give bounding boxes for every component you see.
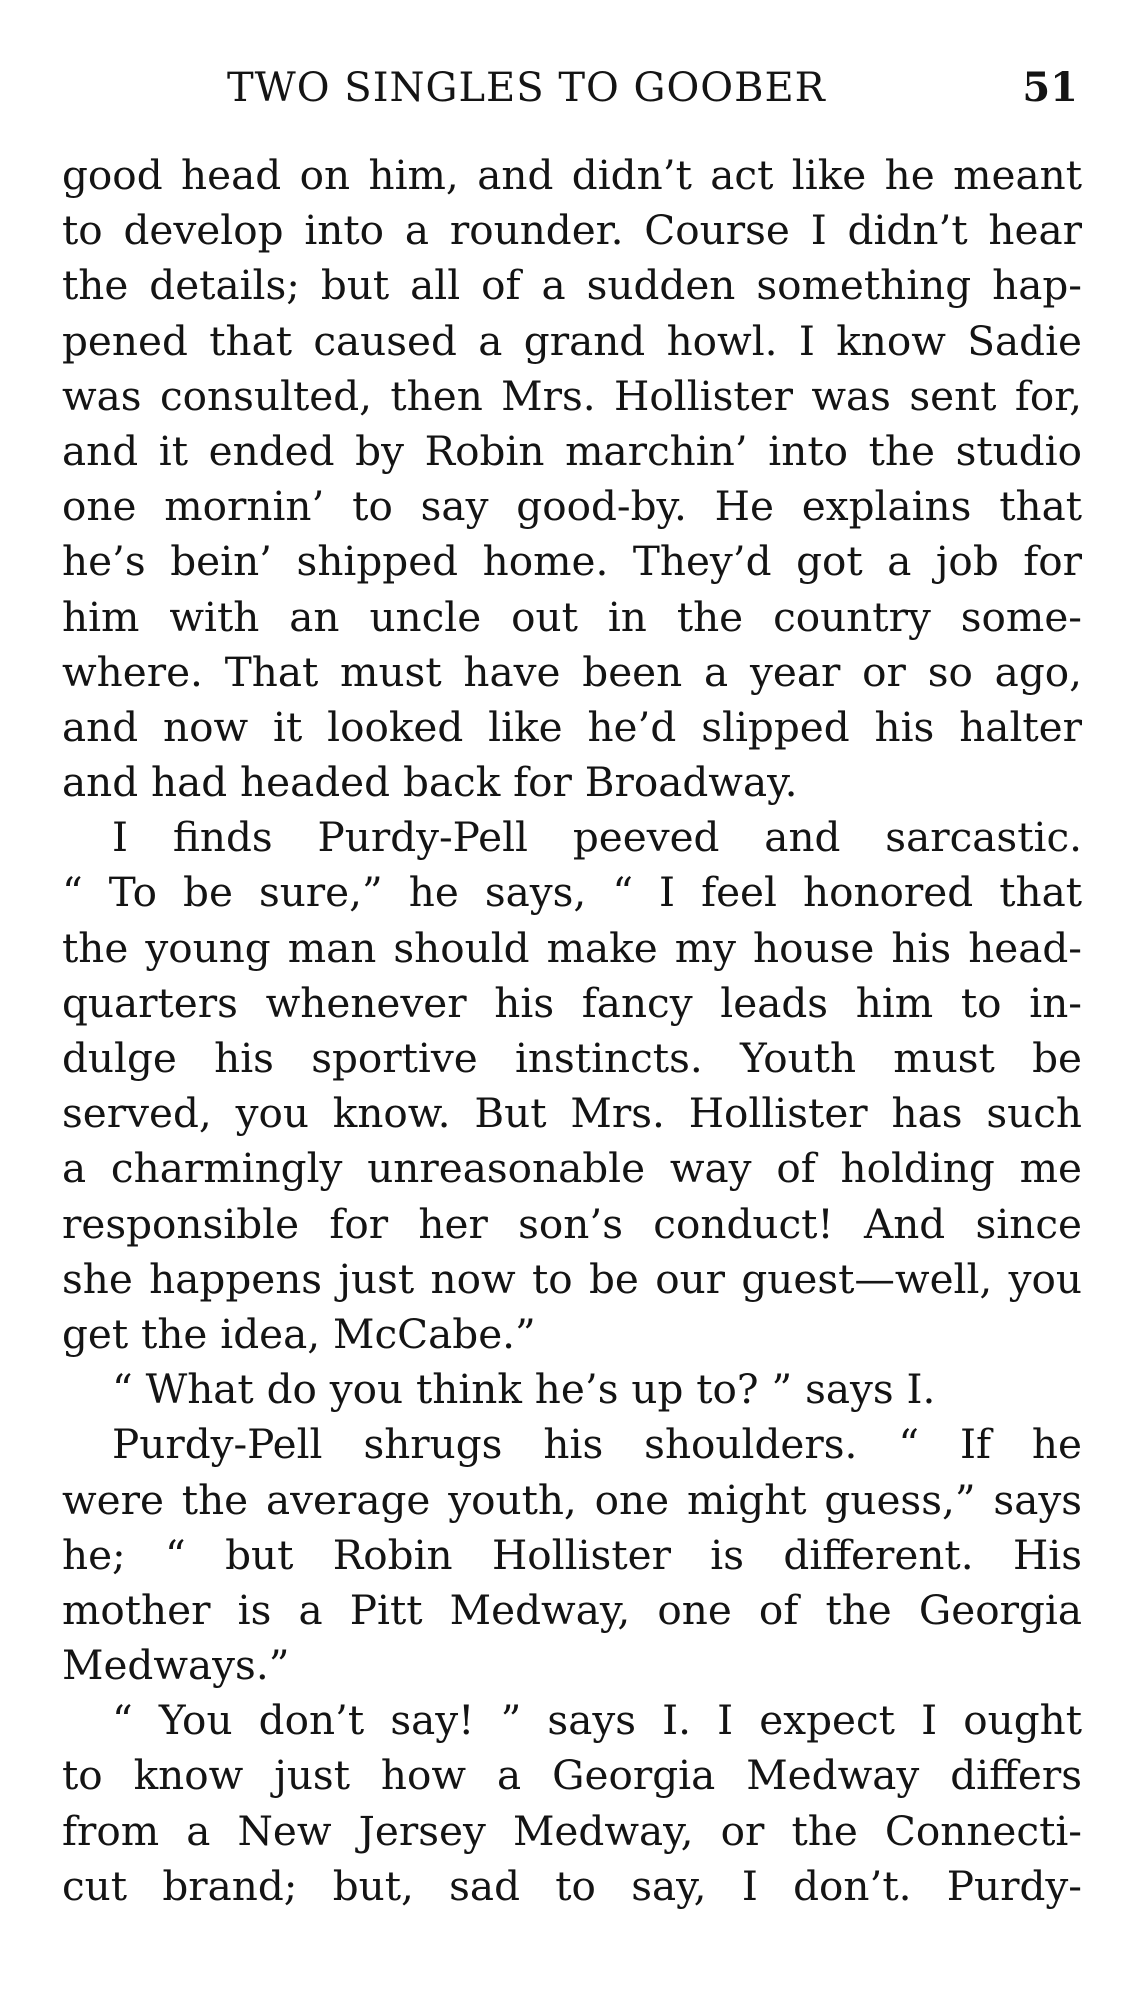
page-number: 51 xyxy=(1022,64,1078,111)
text-line: a charmingly unreasonable way of holding me xyxy=(62,1144,1082,1193)
text-line: where. That must have been a year or so ago, xyxy=(62,647,1082,696)
text-line: mother is a Pitt Medway, one of the Georgia xyxy=(62,1585,1082,1634)
text-line: responsible for her son’s conduct! And since xyxy=(62,1199,1082,1248)
text-line: “ What do you think he’s up to? ” says I. xyxy=(112,1365,936,1414)
text-line: were the average youth, one might guess,” says xyxy=(62,1475,1082,1524)
text-line: “ To be sure,” he says, “ I feel honored that xyxy=(62,868,1082,917)
body-text xyxy=(62,148,1082,1914)
text-line: she happens just now to be our guest—well, you xyxy=(62,1254,1082,1303)
text-line: from a New Jersey Medway, or the Connecti- xyxy=(62,1806,1082,1855)
text-line: dulge his sportive instincts. Youth must be xyxy=(62,1034,1082,1082)
text-line: served, you know. But Mrs. Hollister has such xyxy=(62,1089,1082,1138)
text-line: and it ended by Robin marchin’ into the studio xyxy=(62,426,1082,475)
text-line: was consulted, then Mrs. Hollister was sent for, xyxy=(62,371,1082,420)
text-line: good head on him, and didn’t act like he meant xyxy=(62,151,1082,199)
text-line: to know just how a Georgia Medway differs xyxy=(62,1751,1082,1800)
text-line: he’s bein’ shipped home. They’d got a job for xyxy=(62,537,1082,586)
text-line: get the idea, McCabe.” xyxy=(62,1309,536,1358)
text-line: him with an uncle out in the country some- xyxy=(62,592,1082,641)
text-line: one mornin’ to say good-by. He explains that xyxy=(62,482,1082,531)
text-line: to develop into a rounder. Course I didn’t hear xyxy=(62,206,1082,255)
text-line: quarters whenever his fancy leads him to in- xyxy=(62,978,1082,1027)
text-line: “ You don’t say! ” says I. I expect I ought xyxy=(112,1696,1082,1745)
text-line: the young man should make my house his head- xyxy=(62,923,1082,972)
text-line: I finds Purdy-Pell peeved and sarcastic. xyxy=(112,813,1082,862)
text-line: pened that caused a grand howl. I know Sadie xyxy=(62,316,1082,365)
text-line: Purdy-Pell shrugs his shoulders. “ If he xyxy=(112,1420,1082,1469)
running-title: TWO SINGLES TO GOOBER xyxy=(227,65,826,111)
text-line: cut brand; but, sad to say, I don’t. Purdy- xyxy=(62,1861,1082,1910)
running-head xyxy=(62,58,1082,118)
text-line: and now it looked like he’d slipped his halter xyxy=(62,702,1082,751)
text-line: Medways.” xyxy=(62,1641,290,1690)
text-line: he; “ but Robin Hollister is different. His xyxy=(62,1530,1082,1579)
text-line: the details; but all of a sudden something hap- xyxy=(62,261,1082,310)
text-line: and had headed back for Broadway. xyxy=(62,758,798,807)
